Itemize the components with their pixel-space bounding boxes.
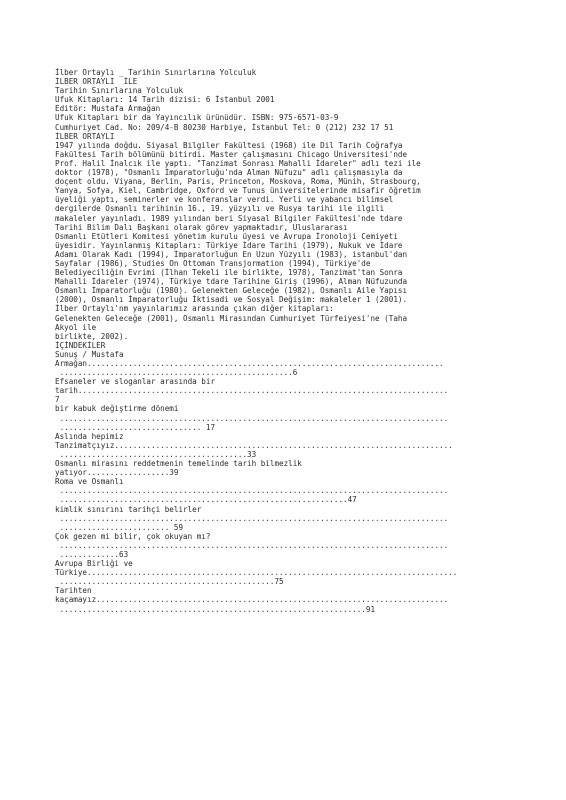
toc-line: Osmanlı mirasını reddetmenin temelinde tarih bilmezlik <box>55 459 302 469</box>
toc-line: Efsaneler ve sloganlar arasında bir <box>55 377 216 387</box>
bio-line: İlber Ortaylı'nm yayınlarımız arasında çıkan diğer kitapları: <box>55 304 334 314</box>
publisher-address: Cumhuriyet Cad. No: 209/4-B 80230 Harbiye, İstanbul Tel: 0 (212) 232 17 51 <box>55 122 394 132</box>
bio-line: Sayfalar (1986), Studies On Ottoman Transjormation (1994), Türkiye'de <box>55 258 371 268</box>
bio-line: birlikte, 2002). <box>55 331 129 341</box>
bio-line: üyeliği yaptı, seminerler ve konferanslar verdi. Yerli ve yabancı bilimsel <box>55 195 394 205</box>
toc-line: ...................................................................91 <box>55 604 376 614</box>
toc-line: ...............................................75 <box>55 577 284 587</box>
bio-line: dergilerde Osmanlı tarihinin 16., 19. yüzyılı ve Rusya tarihi ile ilgili <box>55 204 385 214</box>
toc-line: Aslında hepimiz <box>55 431 124 441</box>
bio-line: 1947 yılında doğdu. Siyasal Bilgiler Fakültesi (1968) ile Dil Tarih Coğrafya <box>55 140 403 150</box>
toc-line: Armağan.............................................................................. <box>55 359 444 368</box>
toc-line: ............................... 17 <box>55 422 216 432</box>
toc-line: Çok gezen mi bilir, çok okuyan mı? <box>55 531 211 541</box>
bio-line: doçent oldu. Viyana, Berlin, Paris, Princeton, Moskova, Roma, Münih, Strasbourg, <box>55 177 421 187</box>
bio-line: Tarihi Bilim Dalı Başkanı olarak görev yapmaktadır, Uluslararası <box>55 222 348 232</box>
bio-line: Osmanlı İmparatorluğu (1980). Gelenekten Geleceğe (1982), Osmanlı Aile Yapısı <box>55 286 408 296</box>
toc-line: Avrupa Birliği ve <box>55 559 133 569</box>
bio-line: makaleler yayınladı. 1989 yılından beri Siyasal Bilgiler Fakültesi'nde tdare <box>55 213 403 223</box>
running-header: İlber Ortaylı _ Tarihin Sınırlarına Yolculuk <box>55 68 257 77</box>
bio-line: Adamı Olarak Kadı (1994), İmparatorluğun En Uzun Yüzyılı (1983), istanbul'dan <box>55 249 408 259</box>
bio-line: Mahalli İdareler (1974), Türkiye tdare Tarihine Giriş (1996), Alman Nüfuzunda <box>55 277 408 287</box>
toc-line: ..................................................................................... <box>55 513 449 523</box>
toc-line: 7 <box>55 395 60 405</box>
bio-line: Akyol ile <box>55 322 97 332</box>
document-page <box>55 68 525 614</box>
toc-line: Roma ve Osmanlı <box>55 477 124 487</box>
toc-line: ...............................................................47 <box>55 495 357 505</box>
toc-line: Türkiye................................................................................. <box>55 568 458 578</box>
toc-line: ..................................................................................... <box>55 413 449 423</box>
bio-line: doktor (1978), "Osmanlı İmparatorluğu'nda Alman Nüfuzu" adlı çalışmasıyla da <box>55 168 403 178</box>
toc-line: ........................ 59 <box>55 522 184 532</box>
toc-heading: İÇİNDEKİLER <box>55 340 106 350</box>
toc-line: bir kabuk değiştirme dönemi <box>55 404 179 414</box>
toc-line: yatıyor..................39 <box>55 468 179 478</box>
toc-line: .............63 <box>55 549 129 559</box>
toc-line: Tanzimatçıyız.......................................................................... <box>55 440 453 450</box>
toc-line: ...................................................6 <box>55 368 298 378</box>
toc-line: Tarihten <box>55 586 92 596</box>
toc-line: ..................................................................................... <box>55 540 449 550</box>
bio-line: Fakültesi Tarih bölümünü bitirdi. Master çalışmasını Chicago Üniversitesi'nde <box>55 149 408 159</box>
bio-line: (2000), Osmanlı İmparatorluğu İktisadi ve Sosyal Değişim: makaleler 1 (2001). <box>55 295 408 305</box>
toc-line: kaçamayız............................................................................. <box>55 595 449 605</box>
bio-line: üyesidir. Yayınlanmış Kitapları: Türkiye İdare Tarihi (1979), Nukuk ve İdare <box>55 240 403 250</box>
bio-line: Yanya, Sofya, Kiel, Cambridge, Oxford ve Tunus üniversitelerinde misafir öğretim <box>55 186 421 196</box>
toc-line: Sunuş / Mustafa <box>55 349 124 359</box>
toc-line: ..................................................................................... <box>55 486 449 496</box>
editor-line: Editör: Mustafa Armağan <box>55 104 161 114</box>
book-title: Tarihin Sınırlarına Yolculuk <box>55 86 184 96</box>
author-heading: İLBER ORTAYLI İLE <box>55 77 138 87</box>
bio-line: Osmanlı Etütleri Komitesi yönetim kurulu üyesi ve Avrupa İronoloji Cemiyeti <box>55 231 398 241</box>
toc-line: tarih................................................................................. <box>55 386 449 396</box>
bio-line: Prof. Halil İnalcık ile yaptı. "Tanzimat Sonrası Mahalli İdareler" adlı tezi ile <box>55 158 421 168</box>
publisher-isbn: Ufuk Kitapları bir da Yayıncılık ürünüdür. ISBN: 975-6571-03-9 <box>55 113 339 123</box>
toc-line: kimlik sınırını tarihçi belirler <box>55 504 202 514</box>
bio-line: Gelenekten Geleceğe (2001), Osmanlı Mirasından Cumhuriyet Türfeiyesi'ne (Taha <box>55 313 408 323</box>
bio-line: Belediyeciliğin Evrimi (İlhan Tekeli ile birlikte, 1978), Tanzimat'tan Sonra <box>55 268 403 278</box>
toc-line: .........................................33 <box>55 449 257 459</box>
series-info: Ufuk Kitapları: 14 Tarih dizisi: 6 İstanbul 2001 <box>55 95 275 105</box>
bio-heading: İLBER ORTAYLI <box>55 131 115 141</box>
